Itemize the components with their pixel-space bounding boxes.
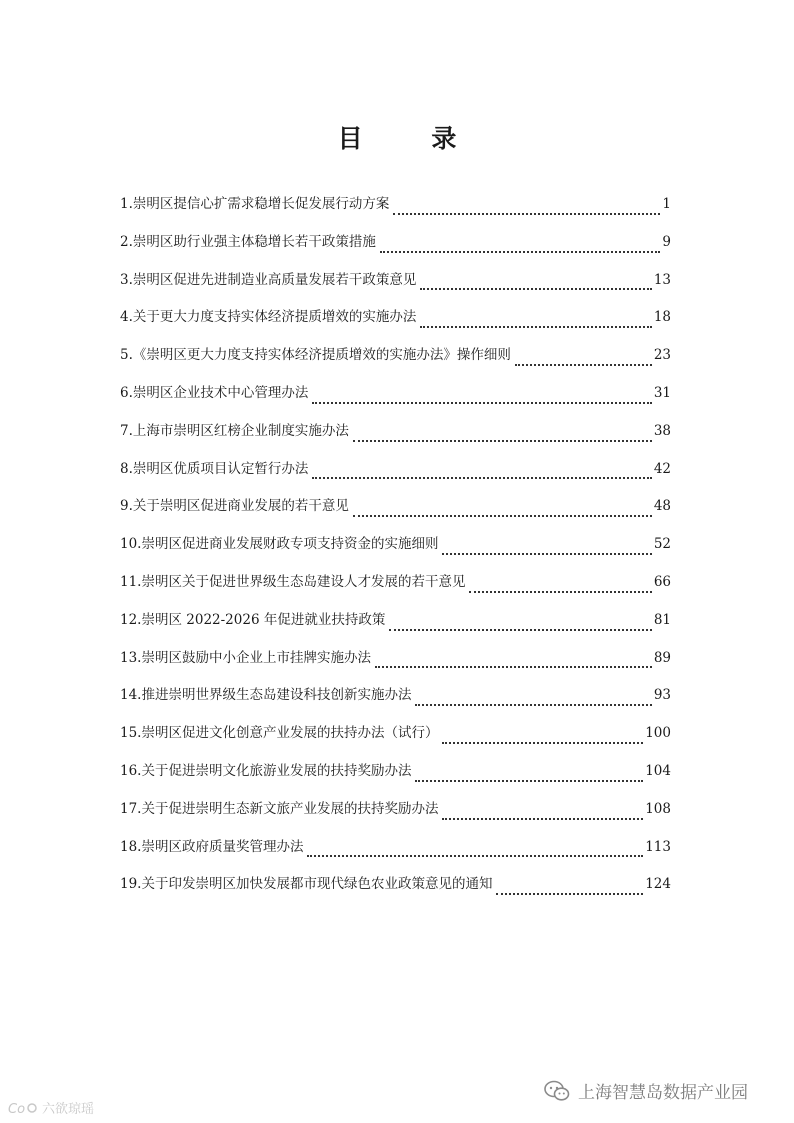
toc-dot-leader — [442, 818, 643, 820]
toc-dot-leader — [312, 477, 651, 479]
toc-entry-page-number: 23 — [653, 347, 671, 364]
toc-dot-leader — [442, 742, 643, 744]
source-watermark — [544, 1078, 748, 1103]
toc-dot-leader — [496, 893, 643, 895]
toc-entry — [120, 681, 671, 719]
toc-entry-title: 16.关于促进崇明文化旅游业发展的扶持奖励办法 — [120, 762, 412, 779]
corner-watermark — [8, 1098, 94, 1117]
toc-entry-title: 3.崇明区促进先进制造业高质量发展若干政策意见 — [120, 271, 417, 288]
toc-entry-page-number: 48 — [653, 498, 671, 515]
toc-entry-title: 9.关于崇明区促进商业发展的若干意见 — [120, 498, 349, 515]
wechat-icon — [544, 1080, 570, 1102]
toc-entry-page-number: 52 — [653, 536, 671, 553]
table-of-contents — [120, 190, 671, 908]
toc-entry-title: 1.崇明区提信心扩需求稳增长促发展行动方案 — [120, 196, 390, 212]
toc-entry-page-number: 93 — [653, 687, 671, 704]
toc-entry-title: 6.崇明区企业技术中心管理办法 — [120, 384, 309, 401]
toc-entry-title: 5.《崇明区更大力度支持实体经济提质增效的实施办法》操作细则 — [120, 347, 511, 364]
toc-entry-page-number: 81 — [653, 611, 671, 628]
toc-entry — [120, 266, 671, 304]
logo-icon — [8, 1099, 38, 1117]
toc-dot-leader — [375, 666, 652, 668]
toc-entry-title: 19.关于印发崇明区加快发展都市现代绿色农业政策意见的通知 — [120, 876, 493, 893]
toc-entry-page-number: 124 — [645, 876, 671, 893]
toc-dot-leader — [353, 515, 652, 517]
source-watermark-text: 上海智慧岛数据产业园 — [578, 1083, 748, 1103]
svg-text:Co: Co — [8, 1101, 26, 1117]
toc-entry — [120, 228, 671, 266]
toc-entry-title: 13.崇明区鼓励中小企业上市挂牌实施办法 — [120, 649, 371, 666]
toc-entry — [120, 190, 671, 228]
toc-entry-title: 10.崇明区促进商业发展财政专项支持资金的实施细则 — [120, 536, 439, 553]
toc-entry-title: 15.崇明区促进文化创意产业发展的扶持办法（试行） — [120, 725, 439, 742]
toc-entry-title: 12.崇明区 2022-2026 年促进就业扶持政策 — [120, 611, 386, 628]
toc-entry-title: 4.关于更大力度支持实体经济提质增效的实施办法 — [120, 309, 417, 326]
toc-dot-leader — [442, 553, 651, 555]
toc-entry-title: 2.崇明区助行业强主体稳增长若干政策措施 — [120, 233, 376, 250]
toc-entry-page-number: 113 — [645, 838, 671, 855]
toc-entry — [120, 341, 671, 379]
toc-entry-page-number: 1 — [662, 196, 671, 212]
toc-entry-title: 14.推进崇明世界级生态岛建设科技创新实施办法 — [120, 687, 412, 704]
toc-entry-page-number: 104 — [645, 762, 671, 779]
toc-entry — [120, 870, 671, 908]
toc-entry — [120, 568, 671, 606]
toc-entry — [120, 644, 671, 682]
toc-entry — [120, 303, 671, 341]
toc-entry-title: 7.上海市崇明区红榜企业制度实施办法 — [120, 422, 349, 439]
toc-dot-leader — [469, 591, 651, 593]
toc-entry-title: 18.崇明区政府质量奖管理办法 — [120, 838, 304, 855]
toc-entry — [120, 417, 671, 455]
toc-entry — [120, 455, 671, 493]
toc-entry — [120, 795, 671, 833]
toc-entry-page-number: 31 — [653, 384, 671, 401]
toc-entry-page-number: 66 — [653, 573, 671, 590]
toc-entry — [120, 719, 671, 757]
toc-entry-page-number: 89 — [653, 649, 671, 666]
toc-entry — [120, 530, 671, 568]
toc-entry-page-number: 18 — [653, 309, 671, 326]
toc-dot-leader — [312, 402, 651, 404]
toc-entry-page-number: 108 — [645, 800, 671, 817]
toc-entry-page-number: 100 — [645, 725, 671, 742]
toc-entry-page-number: 9 — [662, 233, 671, 250]
toc-dot-leader — [380, 251, 661, 253]
toc-dot-leader — [515, 364, 652, 366]
toc-entry — [120, 379, 671, 417]
page-title: 目 录 — [337, 123, 487, 153]
toc-dot-leader — [420, 288, 651, 290]
toc-entry-page-number: 13 — [653, 271, 671, 288]
toc-dot-leader — [353, 440, 652, 442]
corner-watermark-text: 六欲琼瑶 — [42, 1102, 95, 1117]
toc-dot-leader — [415, 704, 651, 706]
toc-entry-title: 17.关于促进崇明生态新文旅产业发展的扶持奖励办法 — [120, 800, 439, 817]
toc-dot-leader — [307, 855, 643, 857]
toc-dot-leader — [389, 629, 651, 631]
toc-dot-leader — [415, 780, 643, 782]
toc-entry — [120, 757, 671, 795]
toc-entry-page-number: 42 — [653, 460, 671, 477]
toc-entry — [120, 833, 671, 871]
toc-entry — [120, 606, 671, 644]
toc-dot-leader — [420, 326, 651, 328]
toc-entry-page-number: 38 — [653, 422, 671, 439]
toc-entry-title: 11.崇明区关于促进世界级生态岛建设人才发展的若干意见 — [120, 573, 466, 590]
toc-entry — [120, 492, 671, 530]
toc-entry-title: 8.崇明区优质项目认定暂行办法 — [120, 460, 309, 477]
toc-dot-leader — [393, 213, 660, 215]
